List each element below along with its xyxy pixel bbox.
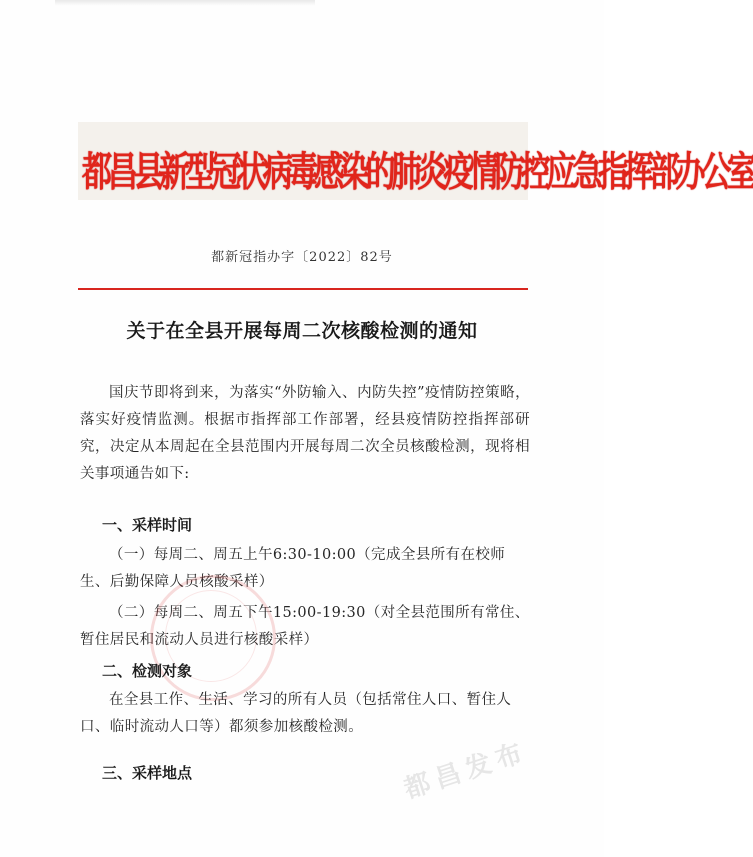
section-heading-test-subjects: 二、检测对象: [102, 662, 193, 680]
intro-paragraph: 国庆节即将到来，为落实“外防输入、内防失控”疫情防控策略，落实好疫情监测。根据市指挥部工作部署，经县疫情防控指挥部研究，决定从本周起在全县范围内开展每周二次全员核酸检测，现将相关事项通告如下:: [80, 385, 530, 482]
sampling-time-item-2: （二）每周二、周五下午15:00-19:30（对全县范围所有常住、暂住居民和流动人员进行核酸采样）: [80, 605, 530, 648]
official-seal: [150, 575, 276, 701]
scan-edge-shadow: [55, 0, 315, 6]
red-divider: [78, 288, 528, 290]
notice-title: 关于在全县开展每周二次核酸检测的通知: [126, 320, 478, 342]
section-heading-sampling-location: 三、采样地点: [102, 764, 193, 782]
document-number: 都新冠指办字〔2022〕82号: [211, 250, 393, 265]
issuer-title: 都昌县新型冠状病毒感染的肺炎疫情防控应急指挥部办公室: [82, 148, 753, 197]
section-heading-sampling-time: 一、采样时间: [102, 516, 193, 534]
sampling-time-item-1: （一）每周二、周五上午6:30-10:00（完成全县所有在校师生、后勤保障人员核酸采样）: [80, 547, 506, 590]
test-subjects-paragraph: 在全县工作、生活、学习的所有人员（包括常住人口、暂住人口、临时流动人口等）都须参加核酸检测。: [80, 692, 512, 735]
watermark: 都昌发布: [400, 736, 532, 805]
